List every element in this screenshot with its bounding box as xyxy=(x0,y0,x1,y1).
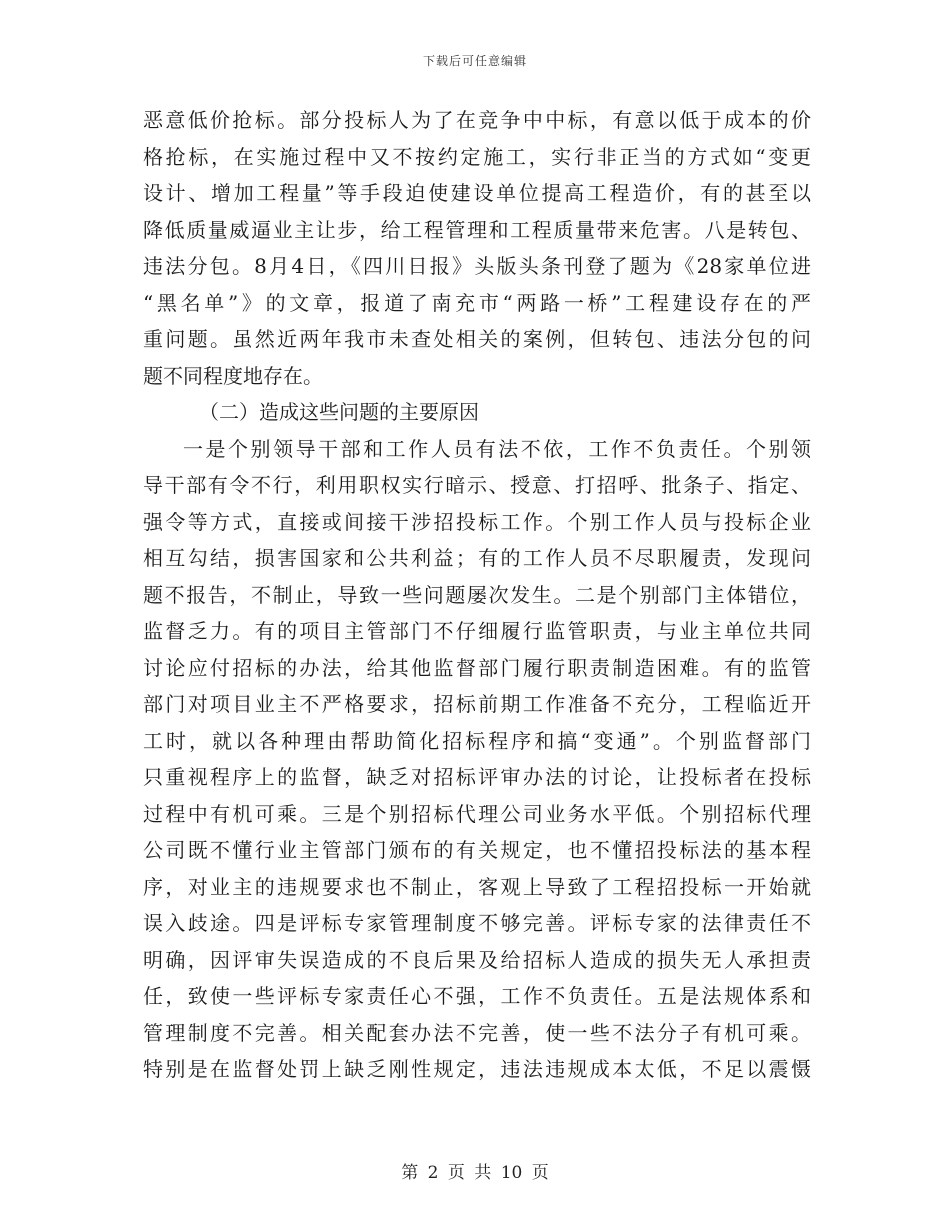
body-line: 部门对项目业主不严格要求，招标前期工作准备不充分，工程临近开 xyxy=(143,692,811,716)
body-line: 误入歧途。四是评标专家管理制度不够完善。评标专家的法律责任不 xyxy=(143,911,811,935)
body-line: 题不同程度地存在。 xyxy=(143,363,323,388)
body-line: 监督乏力。有的项目主管部门不仔细履行监管职责，与业主单位共同 xyxy=(143,619,811,643)
section-heading: （二）造成这些问题的主要原因 xyxy=(199,400,479,424)
body-line: 重问题。虽然近两年我市未查处相关的案例，但转包、违法分包的问 xyxy=(143,327,811,351)
body-line: 格抢标，在实施过程中又不按约定施工，实行非正当的方式如“变更 xyxy=(143,144,811,169)
body-line: 相互勾结，损害国家和公共利益；有的工作人员不尽职履责，发现问 xyxy=(143,546,811,570)
page-header: 下载后可任意编辑 xyxy=(422,54,527,68)
document-body xyxy=(143,102,811,1088)
body-line: 工时，就以各种理由帮助简化招标程序和搞“变通”。个别监督部门 xyxy=(143,728,811,753)
body-line: 特别是在监督处罚上缺乏刚性规定，违法违规成本太低，不足以震慑 xyxy=(143,1057,811,1081)
page-footer: 第 2 页 共 10 页 xyxy=(401,1163,549,1183)
body-line: 导干部有令不行，利用职权实行暗示、授意、打招呼、批条子、指定、 xyxy=(143,473,811,497)
body-line: 恶意低价抢标。部分投标人为了在竞争中中标，有意以低于成本的价 xyxy=(143,108,811,132)
body-line: 公司既不懂行业主管部门颁布的有关规定，也不懂招投标法的基本程 xyxy=(143,838,811,862)
body-line: 一是个别领导干部和工作人员有法不依，工作不负责任。个别领 xyxy=(183,436,811,461)
body-line: 强令等方式，直接或间接干涉招投标工作。个别工作人员与投标企业 xyxy=(143,509,811,534)
body-line: 设计、增加工程量”等手段迫使建设单位提高工程造价，有的甚至以 xyxy=(143,181,811,205)
body-line: 讨论应付招标的办法，给其他监督部门履行职责制造困难。有的监管 xyxy=(143,655,811,680)
body-line: 任，致使一些评标专家责任心不强，工作不负责任。五是法规体系和 xyxy=(143,984,811,1008)
body-line: 序，对业主的违规要求也不制止，客观上导致了工程招投标一开始就 xyxy=(143,874,811,899)
body-line: 管理制度不完善。相关配套办法不完善，使一些不法分子有机可乘。 xyxy=(143,1020,811,1045)
body-line: 题不报告，不制止，导致一些问题屡次发生。二是个别部门主体错位， xyxy=(143,582,811,607)
body-line: “黑名单”》的文章，报道了南充市“两路一桥”工程建设存在的严 xyxy=(143,290,811,315)
body-line: 明确，因评审失误造成的不良后果及给招标人造成的损失无人承担责 xyxy=(143,947,811,972)
body-line: 只重视程序上的监督，缺乏对招标评审办法的讨论，让投标者在投标 xyxy=(143,765,811,789)
body-line: 违法分包。8月4日，《四川日报》头版头条刊登了题为《28家单位进 xyxy=(143,254,811,278)
body-line: 过程中有机可乘。三是个别招标代理公司业务水平低。个别招标代理 xyxy=(143,801,811,826)
body-line: 降低质量威逼业主让步，给工程管理和工程质量带来危害。八是转包、 xyxy=(143,217,811,242)
